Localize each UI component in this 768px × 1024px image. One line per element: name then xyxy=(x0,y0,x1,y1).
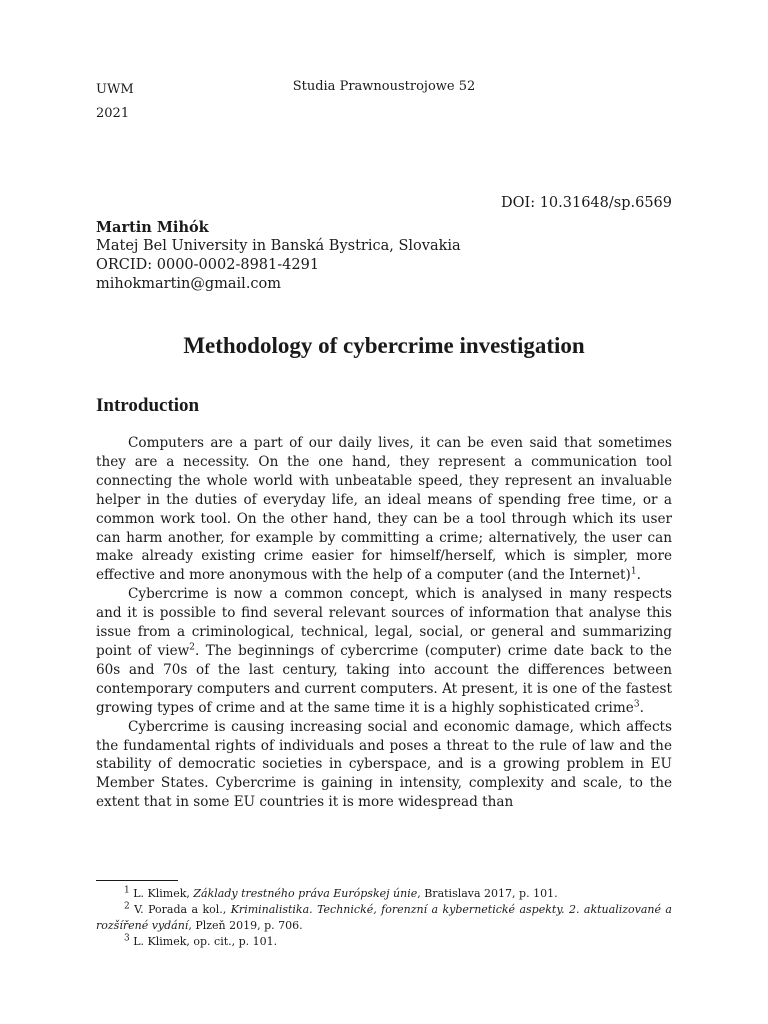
paragraph xyxy=(96,718,672,813)
footnote-number: 2 xyxy=(124,901,130,912)
paragraph xyxy=(96,434,672,585)
paragraph xyxy=(96,585,672,717)
paragraph-end: . xyxy=(639,699,644,716)
author-name: Martin Mihók xyxy=(96,219,209,236)
footnote-number: 3 xyxy=(124,933,130,944)
footnote-text: V. Porada a kol., xyxy=(129,903,231,916)
section-heading: Introduction xyxy=(96,395,200,416)
article-title: Methodology of cybercrime investigation xyxy=(183,333,585,358)
footnote-text: , Plzeň 2019, p. 706. xyxy=(188,919,303,932)
footnote-divider xyxy=(96,880,178,881)
footnote-text: L. Klimek, op. cit., p. 101. xyxy=(129,935,278,948)
journal-name: Studia Prawnoustrojowe 52 xyxy=(292,79,476,94)
footnote-ref: 2 xyxy=(189,642,196,653)
author-email: mihokmartin@gmail.com xyxy=(96,276,282,292)
footnote-text: , Bratislava 2017, p. 101. xyxy=(417,887,558,900)
paragraph-text: Cybercrime is causing increasing social and economic damage, which affects the fundamental rights of individuals and poses a threat to the rule of law and the stability of democratic societies in cyberspace, and is a growing problem in EU Member States. Cybercrime is gaining in intensity, complexity and scale, to the extent that in some EU countries it is more widespread than xyxy=(96,718,672,811)
footnote xyxy=(96,886,672,902)
doi-label: DOI: 10.31648/sp.6569 xyxy=(500,195,672,211)
publisher-label: UWM xyxy=(96,82,134,97)
paragraph-text: . The beginnings of cybercrime (computer) crime date back to the 60s and 70s of the last century, taking into account the differences between contemporary computers and current computers. At present, it is one of the fastest growing types of crime and at the same time it is a highly sophisticated crime xyxy=(96,642,672,716)
footnote-ref: 3 xyxy=(633,699,640,710)
paragraph-text: Cybercrime is now a common concept, which is analysed in many respects and it is possible to find several relevant sources of information that analyse this issue from a criminological, technical, legal, social, or general and summarizing point of view xyxy=(96,586,672,659)
footnote xyxy=(96,902,672,934)
footnote-ref: 1 xyxy=(630,566,637,577)
footnote-title: Kriminalistika. Technické, forenzní a kybernetické aspekty. 2. aktualizované a rozšířené vydání xyxy=(96,903,672,932)
year-label: 2021 xyxy=(96,106,130,121)
author-orcid: ORCID: 0000-0002-8981-4291 xyxy=(96,257,320,273)
footnote-text: L. Klimek, xyxy=(129,887,194,900)
author-affiliation: Matej Bel University in Banská Bystrica, Slovakia xyxy=(96,238,461,254)
footnotes xyxy=(96,886,672,950)
paragraph-text: Computers are a part of our daily lives, it can be even said that sometimes they are a necessity. On the one hand, they represent a communication tool connecting the whole world with unbeatable speed, they represent an invaluable helper in the duties of everyday life, an ideal means of spending free time, or a common work tool. On the other hand, they can be a tool through which its user can harm another, for example by committing a crime; alternatively, the user can make already existing crime easier for himself/herself, which is simpler, more effective and more anonymous with the help of a computer (and the Internet) xyxy=(96,435,672,584)
footnote-number: 1 xyxy=(124,885,130,896)
footnote-title: Základy trestného práva Európskej únie xyxy=(193,887,418,900)
footnote xyxy=(96,934,672,950)
paragraph-end: . xyxy=(636,567,641,584)
article-body xyxy=(96,434,672,812)
